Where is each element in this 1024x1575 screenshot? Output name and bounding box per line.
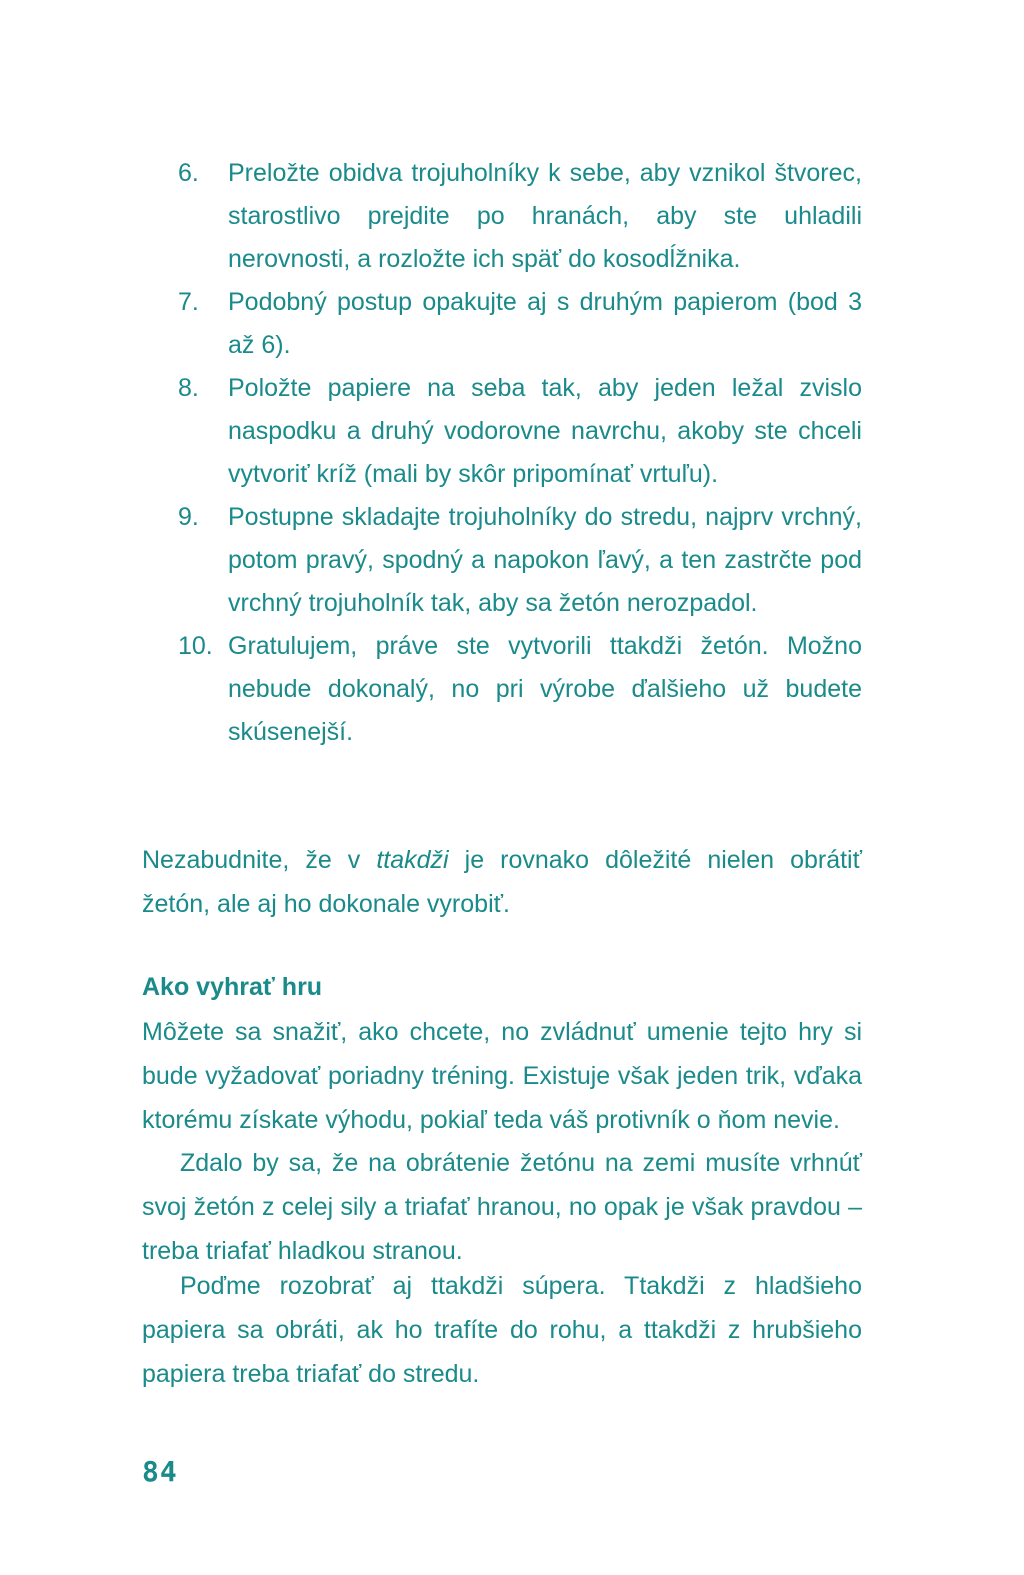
opponent-paragraph: Poďme rozobrať aj ttakdži súpera. Ttakdži z hladšieho papiera sa obráti, ak ho trafíte do rohu, a ttakdži z hrubšieho papiera treba triafať do stredu. [142, 1272, 862, 1388]
step-item [142, 281, 862, 367]
instruction-steps [142, 152, 862, 754]
page-number: 84 [142, 1455, 178, 1488]
step-item [142, 367, 862, 496]
step-text: Preložte obidva trojuholníky k sebe, aby vznikol štvorec, starostlivo prejdite po hranách, aby ste uhladili nerovnosti, a rozložte ich späť do kosodĺžnika. [228, 159, 862, 273]
step-number: 6. [178, 159, 199, 187]
step-number: 8. [178, 374, 199, 402]
win-paragraph: Môžete sa snažiť, ako chcete, no zvládnuť umenie tejto hry si bude vyžadovať poriadny tréning. Existuje však jeden trik, vďaka ktorému získate výhodu, pokiaľ teda váš protivník o ňom nevie. [142, 1018, 862, 1134]
step-item [142, 625, 862, 754]
throw-paragraph: Zdalo by sa, že na obrátenie žetónu na zemi musíte vrhnúť svoj žetón z celej sily a triafať hranou, no opak je však pravdou – treba triafať hladkou stranou. [142, 1149, 862, 1265]
reminder-paragraph [142, 838, 862, 926]
step-number: 10. [178, 632, 213, 660]
section-heading: Ako vyhrať hru [142, 973, 323, 1001]
step-text: Postupne skladajte trojuholníky do stredu, najprv vrchný, potom pravý, spodný a napokon ľavý, a ten zastrčte pod vrchný trojuholník tak, aby sa žetón nerozpadol. [228, 503, 862, 617]
step-number: 7. [178, 288, 199, 316]
step-text: Podobný postup opakujte aj s druhým papierom (bod 3 až 6). [228, 288, 862, 359]
reminder-text-start: Nezabudnite, že v [142, 846, 377, 874]
step-number: 9. [178, 503, 199, 531]
step-text: Gratulujem, práve ste vytvorili ttakdži žetón. Možno nebude dokonalý, no pri výrobe ďalšieho už budete skúsenejší. [228, 632, 862, 746]
step-item [142, 496, 862, 625]
step-text: Položte papiere na seba tak, aby jeden ležal zvislo naspodku a druhý vodorovne navrchu, akoby ste chceli vytvoriť kríž (mali by skôr pripomínať vrtuľu). [228, 374, 862, 488]
reminder-text-end: je rovnako dôležité nielen obrátiť žetón, ale aj ho dokonale vyrobiť. [142, 846, 862, 918]
reminder-italic-term: ttakdži [376, 846, 449, 874]
step-item [142, 152, 862, 281]
